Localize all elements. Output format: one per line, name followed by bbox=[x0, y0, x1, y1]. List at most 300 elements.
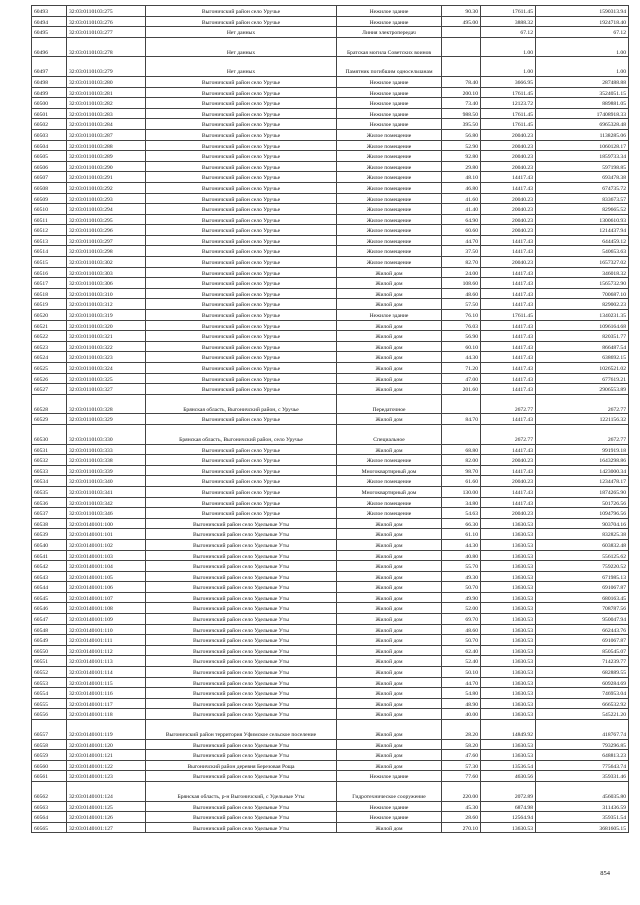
cadastral-number-cell: 32:03:0140101:110 bbox=[67, 624, 146, 635]
table-row bbox=[32, 624, 629, 635]
specific-value-cell: 13630.53 bbox=[481, 624, 536, 635]
cadastral-value-cell: 3681605.15 bbox=[536, 822, 629, 833]
address-cell: Выгоничский район село Удельные Уты bbox=[146, 529, 337, 540]
specific-value-cell: 14417.43 bbox=[481, 341, 536, 352]
cadastral-number-cell: 32:03:0110103:295 bbox=[67, 214, 146, 225]
area-cell: 56.90 bbox=[442, 331, 481, 342]
object-type-cell: Передаточное bbox=[337, 394, 442, 414]
address-cell: Выгоничский район село Уручье bbox=[146, 98, 337, 109]
area-cell: 48.60 bbox=[442, 288, 481, 299]
specific-value-cell: 13630.53 bbox=[481, 656, 536, 667]
object-type-cell: Жилой дом bbox=[337, 822, 442, 833]
table-row bbox=[32, 539, 629, 550]
table-row bbox=[32, 6, 629, 17]
area-cell: 71.20 bbox=[442, 363, 481, 374]
address-cell: Выгоничский район село Удельные Уты bbox=[146, 771, 337, 782]
area-cell bbox=[442, 57, 481, 77]
area-cell: 44.70 bbox=[442, 235, 481, 246]
object-type-cell: Нежилое здание bbox=[337, 87, 442, 98]
address-cell: Выгоничский район село Уручье bbox=[146, 455, 337, 466]
address-cell: Выгоничский район село Уручье bbox=[146, 278, 337, 289]
row-number-cell: 60536 bbox=[32, 497, 67, 508]
row-number-cell: 60509 bbox=[32, 193, 67, 204]
specific-value-cell: 20040.23 bbox=[481, 140, 536, 151]
specific-value-cell: 13630.53 bbox=[481, 529, 536, 540]
row-number-cell: 60495 bbox=[32, 27, 67, 38]
address-cell: Выгоничский район село Уручье bbox=[146, 140, 337, 151]
specific-value-cell: 20040.23 bbox=[481, 508, 536, 519]
address-cell: Выгоничский район село Уручье bbox=[146, 87, 337, 98]
address-cell: Выгоничский район территория Уфимское сельское поселение bbox=[146, 720, 337, 740]
address-cell: Выгоничский район село Уручье bbox=[146, 476, 337, 487]
area-cell: 76.10 bbox=[442, 310, 481, 321]
cadastral-number-cell: 32:03:0140101:117 bbox=[67, 698, 146, 709]
cadastral-number-cell: 32:03:0140101:120 bbox=[67, 739, 146, 750]
table-row bbox=[32, 288, 629, 299]
cadastral-number-cell: 32:03:0110103:284 bbox=[67, 119, 146, 130]
object-type-cell: Жилой дом bbox=[337, 341, 442, 352]
cadastral-number-cell: 32:03:0140101:100 bbox=[67, 518, 146, 529]
cadastral-number-cell: 32:03:0140101:104 bbox=[67, 561, 146, 572]
object-type-cell: Нежилое здание bbox=[337, 6, 442, 17]
specific-value-cell: 14417.43 bbox=[481, 288, 536, 299]
row-number-cell: 60504 bbox=[32, 140, 67, 151]
specific-value-cell: 20040.23 bbox=[481, 225, 536, 236]
cadastral-value-cell: 866487.54 bbox=[536, 341, 629, 352]
table-row bbox=[32, 193, 629, 204]
cadastral-value-cell: 682889.55 bbox=[536, 667, 629, 678]
cadastral-value-cell: 359351.54 bbox=[536, 812, 629, 823]
cadastral-number-cell: 32:03:0110103:338 bbox=[67, 455, 146, 466]
row-number-cell: 60513 bbox=[32, 235, 67, 246]
table-row bbox=[32, 182, 629, 193]
object-type-cell: Жилое помещение bbox=[337, 214, 442, 225]
area-cell: 68.80 bbox=[442, 444, 481, 455]
row-number-cell: 60558 bbox=[32, 739, 67, 750]
specific-value-cell: 13630.53 bbox=[481, 688, 536, 699]
area-cell: 49.90 bbox=[442, 592, 481, 603]
area-cell: 57.50 bbox=[442, 299, 481, 310]
address-cell: Выгоничский район село Удельные Уты bbox=[146, 656, 337, 667]
specific-value-cell: 13630.53 bbox=[481, 592, 536, 603]
row-number-cell: 60502 bbox=[32, 119, 67, 130]
object-type-cell: Жилой дом bbox=[337, 750, 442, 761]
table-row bbox=[32, 151, 629, 162]
specific-value-cell: 20040.23 bbox=[481, 204, 536, 215]
area-cell: 24.00 bbox=[442, 267, 481, 278]
cadastral-number-cell: 32:03:0110103:281 bbox=[67, 87, 146, 98]
specific-value-cell: 13630.53 bbox=[481, 561, 536, 572]
address-cell: Выгоничский район село Уручье bbox=[146, 373, 337, 384]
cadastral-value-table bbox=[31, 5, 629, 833]
specific-value-cell: 14417.43 bbox=[481, 320, 536, 331]
specific-value-cell: 12564.94 bbox=[481, 812, 536, 823]
object-type-cell: Жилой дом bbox=[337, 635, 442, 646]
specific-value-cell: 13630.53 bbox=[481, 571, 536, 582]
cadastral-number-cell: 32:03:0140101:124 bbox=[67, 781, 146, 801]
area-cell: 77.60 bbox=[442, 771, 481, 782]
cadastral-value-cell: 677619.21 bbox=[536, 373, 629, 384]
object-type-cell: Жилой дом bbox=[337, 539, 442, 550]
row-number-cell: 60499 bbox=[32, 87, 67, 98]
cadastral-value-cell: 1874265.90 bbox=[536, 486, 629, 497]
cadastral-value-cell: 1214437.94 bbox=[536, 225, 629, 236]
table-row bbox=[32, 225, 629, 236]
row-number-cell: 60544 bbox=[32, 582, 67, 593]
table-row bbox=[32, 341, 629, 352]
row-number-cell: 60550 bbox=[32, 645, 67, 656]
cadastral-number-cell: 32:03:0110103:340 bbox=[67, 476, 146, 487]
address-cell: Выгоничский район село Уручье bbox=[146, 341, 337, 352]
cadastral-value-cell: 2906553.89 bbox=[536, 384, 629, 395]
table-row bbox=[32, 37, 629, 57]
cadastral-value-cell: 1060128.17 bbox=[536, 140, 629, 151]
area-cell: 57.30 bbox=[442, 760, 481, 771]
specific-value-cell: 17611.45 bbox=[481, 310, 536, 321]
table-row bbox=[32, 518, 629, 529]
area-cell: 988.50 bbox=[442, 108, 481, 119]
object-type-cell: Жилое помещение bbox=[337, 225, 442, 236]
row-number-cell: 60564 bbox=[32, 812, 67, 823]
table-row bbox=[32, 424, 629, 444]
row-number-cell: 60546 bbox=[32, 603, 67, 614]
specific-value-cell: 20040.23 bbox=[481, 476, 536, 487]
row-number-cell: 60514 bbox=[32, 246, 67, 257]
row-number-cell: 60511 bbox=[32, 214, 67, 225]
object-type-cell: Жилой дом bbox=[337, 331, 442, 342]
object-type-cell: Жилое помещение bbox=[337, 235, 442, 246]
specific-value-cell: 14417.43 bbox=[481, 465, 536, 476]
object-type-cell: Нежилое здание bbox=[337, 16, 442, 27]
specific-value-cell: 17611.45 bbox=[481, 119, 536, 130]
cadastral-number-cell: 32:03:0140101:119 bbox=[67, 720, 146, 740]
address-cell: Выгоничский район село Уручье bbox=[146, 119, 337, 130]
specific-value-cell: 4630.56 bbox=[481, 771, 536, 782]
object-type-cell: Нежилое здание bbox=[337, 119, 442, 130]
table-row bbox=[32, 822, 629, 833]
row-number-cell: 60531 bbox=[32, 444, 67, 455]
address-cell: Нет данных bbox=[146, 27, 337, 38]
object-type-cell: Жилой дом bbox=[337, 373, 442, 384]
specific-value-cell: 13630.53 bbox=[481, 614, 536, 625]
cadastral-number-cell: 32:03:0140101:121 bbox=[67, 750, 146, 761]
table-row bbox=[32, 497, 629, 508]
cadastral-number-cell: 32:03:0110103:329 bbox=[67, 414, 146, 425]
object-type-cell: Жилой дом bbox=[337, 299, 442, 310]
area-cell: 76.03 bbox=[442, 320, 481, 331]
table-row bbox=[32, 677, 629, 688]
cadastral-value-cell: 775643.74 bbox=[536, 760, 629, 771]
cadastral-number-cell: 32:03:0110103:296 bbox=[67, 225, 146, 236]
area-cell: 41.40 bbox=[442, 204, 481, 215]
row-number-cell: 60557 bbox=[32, 720, 67, 740]
cadastral-number-cell: 32:03:0140101:103 bbox=[67, 550, 146, 561]
area-cell: 28.60 bbox=[442, 812, 481, 823]
specific-value-cell: 14417.43 bbox=[481, 299, 536, 310]
address-cell: Выгоничский район село Уручье bbox=[146, 161, 337, 172]
table-row bbox=[32, 235, 629, 246]
object-type-cell: Жилое помещение bbox=[337, 476, 442, 487]
cadastral-number-cell: 32:03:0110103:303 bbox=[67, 267, 146, 278]
table-row bbox=[32, 771, 629, 782]
table-row bbox=[32, 645, 629, 656]
table-row bbox=[32, 352, 629, 363]
row-number-cell: 60515 bbox=[32, 257, 67, 268]
cadastral-value-cell: 1094796.56 bbox=[536, 508, 629, 519]
row-number-cell: 60534 bbox=[32, 476, 67, 487]
object-type-cell: Жилой дом bbox=[337, 688, 442, 699]
object-type-cell: Жилое помещение bbox=[337, 151, 442, 162]
table-row bbox=[32, 465, 629, 476]
specific-value-cell: 1.00 bbox=[481, 37, 536, 57]
address-cell: Брянская область, р-н Выгоничский, с Удельные Уты bbox=[146, 781, 337, 801]
specific-value-cell: 3666.95 bbox=[481, 76, 536, 87]
area-cell: 46.80 bbox=[442, 182, 481, 193]
cadastral-number-cell: 32:03:0110103:279 bbox=[67, 57, 146, 77]
specific-value-cell: 14849.92 bbox=[481, 720, 536, 740]
cadastral-number-cell: 32:03:0110103:293 bbox=[67, 193, 146, 204]
cadastral-number-cell: 32:03:0110103:289 bbox=[67, 151, 146, 162]
cadastral-value-cell: 820351.77 bbox=[536, 331, 629, 342]
cadastral-number-cell: 32:03:0110103:341 bbox=[67, 486, 146, 497]
specific-value-cell: 2672.77 bbox=[481, 394, 536, 414]
address-cell: Брянская область, Выгоничский район, с Уручье bbox=[146, 394, 337, 414]
object-type-cell: Жилой дом bbox=[337, 760, 442, 771]
row-number-cell: 60552 bbox=[32, 667, 67, 678]
cadastral-value-cell: 832825.38 bbox=[536, 529, 629, 540]
row-number-cell: 60517 bbox=[32, 278, 67, 289]
address-cell: Выгоничский район село Удельные Уты bbox=[146, 709, 337, 720]
address-cell: Выгоничский район село Уручье bbox=[146, 465, 337, 476]
table-row bbox=[32, 394, 629, 414]
address-cell: Выгоничский район село Удельные Уты bbox=[146, 539, 337, 550]
address-cell: Выгоничский район село Удельные Уты bbox=[146, 750, 337, 761]
table-row bbox=[32, 363, 629, 374]
table-row bbox=[32, 98, 629, 109]
address-cell: Выгоничский район село Уручье bbox=[146, 444, 337, 455]
address-cell: Нет данных bbox=[146, 57, 337, 77]
object-type-cell: Жилое помещение bbox=[337, 497, 442, 508]
object-type-cell: Жилой дом bbox=[337, 582, 442, 593]
cadastral-number-cell: 32:03:0110103:324 bbox=[67, 363, 146, 374]
specific-value-cell: 17611.45 bbox=[481, 87, 536, 98]
object-type-cell: Братская могила Советских воинов bbox=[337, 37, 442, 57]
area-cell: 82.70 bbox=[442, 257, 481, 268]
cadastral-value-cell: 829665.52 bbox=[536, 204, 629, 215]
row-number-cell: 60498 bbox=[32, 76, 67, 87]
object-type-cell: Жилой дом bbox=[337, 656, 442, 667]
row-number-cell: 60563 bbox=[32, 801, 67, 812]
address-cell: Выгоничский район село Уручье bbox=[146, 257, 337, 268]
cadastral-number-cell: 32:03:0110103:292 bbox=[67, 182, 146, 193]
cadastral-number-cell: 32:03:0110103:291 bbox=[67, 172, 146, 183]
cadastral-number-cell: 32:03:0110103:339 bbox=[67, 465, 146, 476]
object-type-cell: Жилой дом bbox=[337, 645, 442, 656]
area-cell: 69.70 bbox=[442, 614, 481, 625]
address-cell: Выгоничский район село Удельные Уты bbox=[146, 822, 337, 833]
area-cell bbox=[442, 37, 481, 57]
cadastral-value-cell: 359331.46 bbox=[536, 771, 629, 782]
area-cell: 108.60 bbox=[442, 278, 481, 289]
object-type-cell: Жилой дом bbox=[337, 267, 442, 278]
address-cell: Выгоничский район село Уручье bbox=[146, 182, 337, 193]
area-cell: 201.60 bbox=[442, 384, 481, 395]
address-cell: Выгоничский район село Уручье bbox=[146, 486, 337, 497]
specific-value-cell: 14417.43 bbox=[481, 414, 536, 425]
object-type-cell: Жилой дом bbox=[337, 592, 442, 603]
object-type-cell: Жилой дом bbox=[337, 414, 442, 425]
specific-value-cell: 20040.23 bbox=[481, 161, 536, 172]
object-type-cell: Жилое помещение bbox=[337, 161, 442, 172]
cadastral-value-cell: 1924718.40 bbox=[536, 16, 629, 27]
table-row bbox=[32, 688, 629, 699]
address-cell: Выгоничский район село Уручье bbox=[146, 214, 337, 225]
object-type-cell: Жилой дом bbox=[337, 561, 442, 572]
address-cell: Выгоничский район село Удельные Уты bbox=[146, 677, 337, 688]
object-type-cell: Жилой дом bbox=[337, 363, 442, 374]
specific-value-cell: 13630.53 bbox=[481, 550, 536, 561]
cadastral-value-cell: 693478.38 bbox=[536, 172, 629, 183]
specific-value-cell: 14417.43 bbox=[481, 267, 536, 278]
cadastral-number-cell: 32:03:0110103:302 bbox=[67, 257, 146, 268]
page-number: 854 bbox=[600, 870, 610, 877]
cadastral-number-cell: 32:03:0140101:115 bbox=[67, 677, 146, 688]
address-cell: Выгоничский район село Уручье bbox=[146, 384, 337, 395]
row-number-cell: 60506 bbox=[32, 161, 67, 172]
row-number-cell: 60554 bbox=[32, 688, 67, 699]
specific-value-cell: 1.00 bbox=[481, 57, 536, 77]
table-row bbox=[32, 331, 629, 342]
cadastral-value-cell: 1300610.93 bbox=[536, 214, 629, 225]
cadastral-value-cell: 597198.85 bbox=[536, 161, 629, 172]
table-row bbox=[32, 172, 629, 183]
specific-value-cell: 2072.89 bbox=[481, 781, 536, 801]
row-number-cell: 60496 bbox=[32, 37, 67, 57]
cadastral-value-cell: 666532.92 bbox=[536, 698, 629, 709]
object-type-cell: Нежилое здание bbox=[337, 98, 442, 109]
area-cell: 98.70 bbox=[442, 465, 481, 476]
specific-value-cell: 13630.53 bbox=[481, 635, 536, 646]
area-cell: 130.00 bbox=[442, 486, 481, 497]
cadastral-number-cell: 32:03:0110103:312 bbox=[67, 299, 146, 310]
specific-value-cell: 14417.43 bbox=[481, 278, 536, 289]
specific-value-cell: 14417.43 bbox=[481, 331, 536, 342]
cadastral-number-cell: 32:03:0110103:320 bbox=[67, 320, 146, 331]
row-number-cell: 60549 bbox=[32, 635, 67, 646]
row-number-cell: 60521 bbox=[32, 320, 67, 331]
specific-value-cell: 67.12 bbox=[481, 27, 536, 38]
address-cell: Выгоничский район село Уручье bbox=[146, 108, 337, 119]
specific-value-cell: 14417.43 bbox=[481, 246, 536, 257]
cadastral-number-cell: 32:03:0110103:280 bbox=[67, 76, 146, 87]
specific-value-cell: 13630.53 bbox=[481, 518, 536, 529]
cadastral-number-cell: 32:03:0110103:282 bbox=[67, 98, 146, 109]
table-row bbox=[32, 603, 629, 614]
address-cell: Выгоничский район село Уручье bbox=[146, 267, 337, 278]
cadastral-value-cell: 456035.80 bbox=[536, 781, 629, 801]
cadastral-value-cell: 1.00 bbox=[536, 57, 629, 77]
table-row bbox=[32, 278, 629, 289]
area-cell: 34.80 bbox=[442, 497, 481, 508]
address-cell: Выгоничский район село Удельные Уты bbox=[146, 550, 337, 561]
cadastral-value-cell: 287488.88 bbox=[536, 76, 629, 87]
cadastral-value-cell: 603832.48 bbox=[536, 539, 629, 550]
specific-value-cell: 14417.43 bbox=[481, 235, 536, 246]
cadastral-number-cell: 32:03:0110103:288 bbox=[67, 140, 146, 151]
table-row bbox=[32, 384, 629, 395]
row-number-cell: 60556 bbox=[32, 709, 67, 720]
object-type-cell: Нежилое здание bbox=[337, 310, 442, 321]
object-type-cell: Гидротехническое сооружение bbox=[337, 781, 442, 801]
table-row bbox=[32, 140, 629, 151]
row-number-cell: 60523 bbox=[32, 341, 67, 352]
specific-value-cell: 20040.23 bbox=[481, 129, 536, 140]
address-cell: Выгоничский район село Удельные Уты bbox=[146, 801, 337, 812]
object-type-cell: Жилой дом bbox=[337, 278, 442, 289]
area-cell: 48.60 bbox=[442, 624, 481, 635]
row-number-cell: 60510 bbox=[32, 204, 67, 215]
address-cell: Выгоничский район село Удельные Уты bbox=[146, 603, 337, 614]
address-cell: Выгоничский район село Удельные Уты bbox=[146, 635, 337, 646]
cadastral-number-cell: 32:03:0110103:297 bbox=[67, 235, 146, 246]
address-cell: Выгоничский район село Уручье bbox=[146, 151, 337, 162]
specific-value-cell: 17611.45 bbox=[481, 6, 536, 17]
object-type-cell: Нежилое здание bbox=[337, 76, 442, 87]
cadastral-number-cell: 32:03:0110103:310 bbox=[67, 288, 146, 299]
area-cell: 395.50 bbox=[442, 119, 481, 130]
cadastral-value-cell: 1221156.32 bbox=[536, 414, 629, 425]
cadastral-number-cell: 32:03:0140101:118 bbox=[67, 709, 146, 720]
table-row bbox=[32, 582, 629, 593]
specific-value-cell: 14417.43 bbox=[481, 486, 536, 497]
table-row bbox=[32, 129, 629, 140]
object-type-cell: Жилой дом bbox=[337, 709, 442, 720]
area-cell: 54.63 bbox=[442, 508, 481, 519]
cadastral-number-cell: 32:03:0110103:321 bbox=[67, 331, 146, 342]
row-number-cell: 60520 bbox=[32, 310, 67, 321]
area-cell bbox=[442, 424, 481, 444]
address-cell: Выгоничский район село Уручье bbox=[146, 310, 337, 321]
table-row bbox=[32, 414, 629, 425]
row-number-cell: 60530 bbox=[32, 424, 67, 444]
cadastral-value-cell: 746953.04 bbox=[536, 688, 629, 699]
cadastral-value-cell: 556125.62 bbox=[536, 550, 629, 561]
cadastral-value-cell: 3524051.15 bbox=[536, 87, 629, 98]
address-cell: Выгоничский район село Уручье bbox=[146, 363, 337, 374]
object-type-cell: Жилое помещение bbox=[337, 172, 442, 183]
area-cell: 48.90 bbox=[442, 698, 481, 709]
cadastral-value-cell: 691067.87 bbox=[536, 635, 629, 646]
row-number-cell: 60501 bbox=[32, 108, 67, 119]
table-row bbox=[32, 108, 629, 119]
specific-value-cell: 14417.43 bbox=[481, 182, 536, 193]
address-cell: Выгоничский район село Уручье bbox=[146, 6, 337, 17]
row-number-cell: 60497 bbox=[32, 57, 67, 77]
area-cell: 41.60 bbox=[442, 193, 481, 204]
row-number-cell: 60542 bbox=[32, 561, 67, 572]
object-type-cell: Жилое помещение bbox=[337, 246, 442, 257]
area-cell bbox=[442, 27, 481, 38]
table-row bbox=[32, 592, 629, 603]
object-type-cell: Жилой дом bbox=[337, 720, 442, 740]
area-cell: 44.30 bbox=[442, 539, 481, 550]
cadastral-value-cell: 680163.45 bbox=[536, 592, 629, 603]
address-cell: Выгоничский район село Уручье bbox=[146, 225, 337, 236]
cadastral-number-cell: 32:03:0140101:106 bbox=[67, 582, 146, 593]
area-cell: 50.10 bbox=[442, 667, 481, 678]
cadastral-number-cell: 32:03:0110103:277 bbox=[67, 27, 146, 38]
object-type-cell: Линия электропередач bbox=[337, 27, 442, 38]
